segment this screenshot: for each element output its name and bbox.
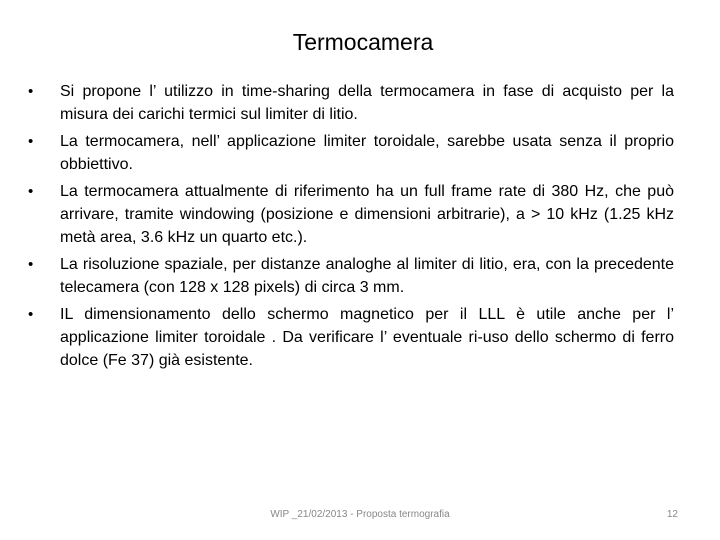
bullet-dot-icon: • — [28, 133, 34, 150]
bullet-text: La risoluzione spaziale, per distanze analoghe al limiter di litio, era, con la precedente telecamera (con 128 x 128 pixels) di circa 3 mm. — [60, 256, 674, 296]
bullet-dot-icon: • — [28, 306, 34, 323]
bullet-item — [28, 80, 674, 126]
slide-title: Termocamera — [292, 29, 434, 55]
bullet-text: La termocamera, nell’ applicazione limiter toroidale, sarebbe usata senza il proprio obbiettivo. — [60, 133, 674, 173]
page-number: 12 — [666, 509, 678, 520]
bullet-text: Si propone l’ utilizzo in time-sharing della termocamera in fase di acquisto per la misura dei carichi termici sul limiter di litio. — [60, 83, 674, 123]
bullet-list — [28, 80, 674, 376]
bullet-dot-icon: • — [28, 256, 34, 273]
bullet-dot-icon: • — [28, 83, 34, 100]
bullet-dot-icon: • — [28, 183, 34, 200]
bullet-item — [28, 130, 674, 176]
bullet-text: La termocamera attualmente di riferimento ha un full frame rate di 380 Hz, che può arrivare, tramite windowing (posizione e dimensioni arbitrarie), a > 10 kHz (1.25 kHz metà area, 3.6 kHz un quarto etc.). — [60, 183, 674, 246]
footer-text: WIP _21/02/2013 - Proposta termografia — [270, 509, 450, 520]
bullet-item — [28, 253, 674, 299]
bullet-text: IL dimensionamento dello schermo magnetico per il LLL è utile anche per l’ applicazione limiter toroidale . Da verificare l’ eventuale ri-uso dello schermo di ferro dolce (Fe 37) già esistente. — [60, 306, 674, 369]
bullet-item — [28, 303, 674, 372]
bullet-item — [28, 180, 674, 249]
